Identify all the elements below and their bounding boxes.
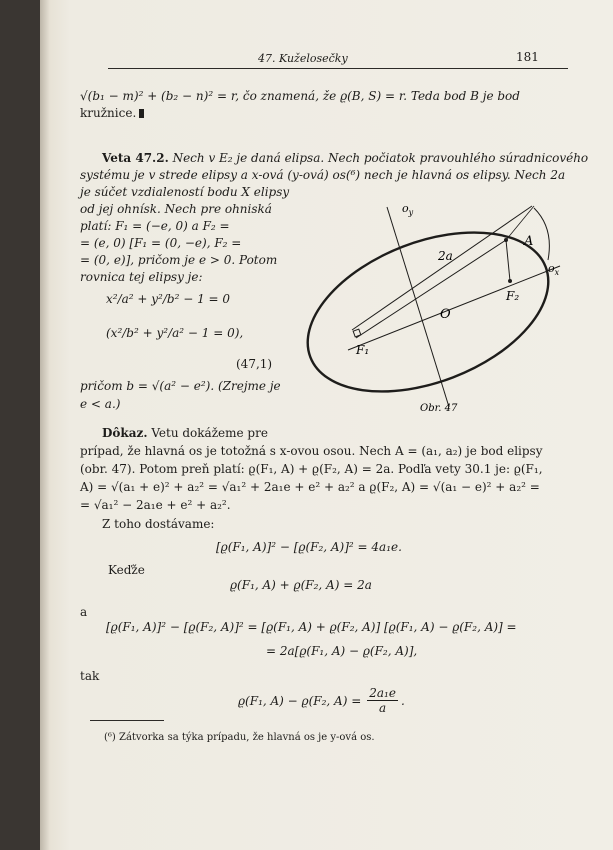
theorem-line-5: platí: F₁ = (−e, 0) a F₂ = <box>80 219 230 233</box>
top-paragraph-text: kružnice. <box>80 106 137 120</box>
theorem-line-3: je súčet vzdialeností bodu X elipsy <box>80 185 290 199</box>
theorem-line-8: rovnica tej elipsy je: <box>80 270 203 284</box>
theorem-line-7: = (0, e)], pričom je e > 0. Potom <box>80 253 278 267</box>
end-of-proof-mark <box>139 109 144 118</box>
theorem-text-1: Nech v E₂ je daná elipsa. Nech počiatok pravouhlého súradnicového <box>172 151 589 165</box>
page-number: 181 <box>516 50 539 64</box>
label-2a: 2a <box>438 249 453 263</box>
ellipse-figure <box>292 192 588 414</box>
label-oy: $o_y$ <box>402 202 414 217</box>
label-ox: $o_x$ <box>548 262 560 277</box>
equation-number: (47,1) <box>236 357 273 371</box>
running-head: 47. Kuželosečky <box>258 52 348 65</box>
equation-a: [ϱ(F₁, A)]² − [ϱ(F₂, A)]² = 4a₁e. <box>216 540 402 554</box>
label-a: A <box>524 234 534 249</box>
footnote: (⁶) Zátvorka sa týka prípadu, že hlavná os je y-ová os. <box>104 732 375 743</box>
footnote-rule <box>90 720 164 721</box>
theorem-equation-2: (x²/b² + y²/a² − 1 = 0), <box>106 326 244 340</box>
theorem-equation-1: x²/a² + y²/b² − 1 = 0 <box>106 292 231 306</box>
equation-c-line-1: [ϱ(F₁, A)]² − [ϱ(F₂, A)]² = [ϱ(F₁, A) + ϱ(F₂, A)] [ϱ(F₁, A) − ϱ(F₂, A)] = <box>106 620 517 634</box>
proof-line-1 <box>102 425 268 442</box>
proof-z-toho: Z toho dostávame: <box>102 517 215 531</box>
ellipse-diagram <box>292 192 588 414</box>
theorem-line-4: od jej ohnísk. Nech pre ohniská <box>80 202 272 216</box>
theorem-line-6: = (e, 0) [F₁ = (0, −e), F₂ = <box>80 236 242 250</box>
equation-d-fraction <box>367 686 398 715</box>
label-f1: F₁ <box>356 343 370 357</box>
equation-c-line-2: = 2a[ϱ(F₁, A) − ϱ(F₂, A)], <box>266 644 418 658</box>
proof-line-4: A) = √(a₁ + e)² + a₂² = √a₁² + 2a₁e + e² + a₂² a ϱ(F₂, A) = √(a₁ − e)² + a₂² = <box>80 480 540 494</box>
label-o: O <box>440 307 451 322</box>
header-rule <box>108 68 568 69</box>
point-a <box>504 238 508 242</box>
focal-radius-f1 <box>356 240 506 338</box>
proof-text-1: Vetu dokážeme pre <box>151 426 268 440</box>
focus-f2-point <box>508 279 512 283</box>
theorem-after-1: pričom b = √(a² − e²). (Zrejme je <box>80 379 281 393</box>
proof-line-5: = √a₁² − 2a₁e + e² + a₂². <box>80 498 231 512</box>
x-axis-line <box>348 266 560 350</box>
theorem-line-2: systému je v strede elipsy a x-ová (y-ová) os(⁶) nech je hlavná os elipsy. Nech 2a <box>80 168 566 182</box>
theorem-after-2: e < a.) <box>80 397 121 411</box>
theorem-label: Veta 47.2. <box>102 151 169 165</box>
equation-d <box>238 686 405 715</box>
proof-kedze: Keďže <box>108 563 145 577</box>
book-page <box>40 0 613 850</box>
proof-label: Dôkaz. <box>102 426 148 440</box>
label-f2: F₂ <box>506 289 520 303</box>
proof-line-2: prípad, že hlavná os je totožná s x-ovou osou. Nech A = (a₁, a₂) je bod elipsy <box>80 444 543 458</box>
top-paragraph-line-2 <box>80 105 144 122</box>
proof-a-word: a <box>80 605 88 619</box>
top-paragraph-line-1: √(b₁ − m)² + (b₂ − n)² = r, čo znamená, že ϱ(B, S) = r. Teda bod B je bod <box>80 89 520 103</box>
proof-tak: tak <box>80 669 100 683</box>
equation-d-end: . <box>400 693 405 708</box>
figure-caption: Obr. 47 <box>420 403 458 414</box>
equation-d-left: ϱ(F₁, A) − ϱ(F₂, A) = <box>238 693 362 708</box>
proof-line-3: (obr. 47). Potom preň platí: ϱ(F₁, A) + ϱ(F₂, A) = 2a. Podľa vety 30.1 je: ϱ(F₁, <box>80 462 543 476</box>
equation-d-numerator: 2a₁e <box>369 686 396 700</box>
equation-b: ϱ(F₁, A) + ϱ(F₂, A) = 2a <box>230 578 372 592</box>
focal-radius-f2 <box>506 240 510 281</box>
theorem-line-1 <box>102 150 588 167</box>
equation-d-denominator: a <box>379 701 387 715</box>
focus-f1-mark <box>353 329 361 337</box>
